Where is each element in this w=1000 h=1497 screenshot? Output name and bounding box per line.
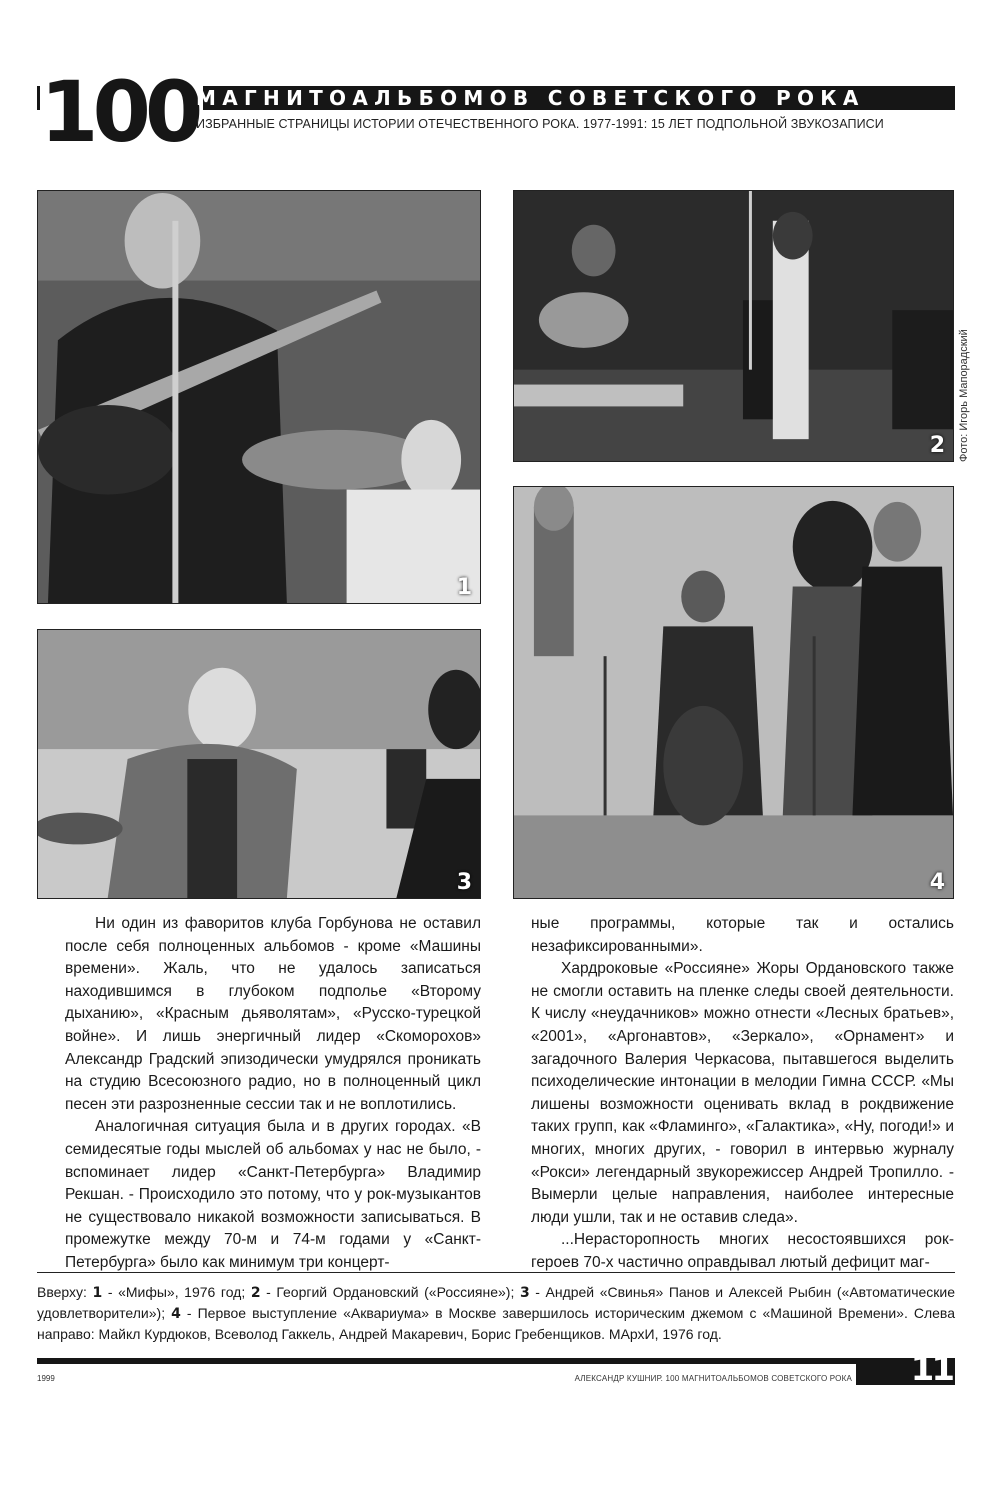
- caption-number-1: 1: [92, 1285, 103, 1301]
- article-paragraph-continued: ные программы, которые так и остались незафиксированными».: [531, 915, 954, 955]
- footer-rule: [37, 1358, 955, 1364]
- photo-4-number: 4: [929, 870, 945, 895]
- photo-1-image: [38, 191, 480, 603]
- caption-number-4: 4: [171, 1306, 181, 1322]
- header-number: 100: [40, 70, 203, 154]
- photo-3-image: [38, 630, 480, 898]
- article-paragraph: Ни один из фаворитов клуба Горбунова не оставил после себя полноценных альбомов - кроме «Машины времени». Жаль, что не удалось записаться находившимся в глубоком подполье «Второму дыханию», «Красным дьяволятам», «Русско-турецкой войне». И лишь энергичный лидер «Скоморохов» Александр Градский эпизодически умудрялся проникать на студию Всесоюзного радио, но в полноценный цикл песен эти разрозненные сессии так и не воплотились.: [65, 915, 481, 1113]
- article-paragraph: ...Нерасторопность многих несостоявшихся рок-героев 70-х частично оправдывал лютый дефицит маг-: [531, 1231, 954, 1271]
- caption-text-1: - «Мифы», 1976 год;: [102, 1284, 251, 1300]
- page-number: 11: [910, 1349, 952, 1389]
- photo-3-number: 3: [456, 870, 472, 895]
- article-right-column: [531, 913, 954, 1275]
- photo-2-number: 2: [929, 433, 945, 458]
- caption-number-3: 3: [519, 1285, 530, 1301]
- footer-running-title: АЛЕКСАНДР КУШНИР. 100 МАГНИТОАЛЬБОМОВ СОВЕТСКОГО РОКА: [574, 1374, 852, 1383]
- photo-caption: [37, 1282, 955, 1344]
- photo-3: [37, 629, 481, 899]
- photo-2-image: [514, 191, 953, 461]
- photo-credit: Фото: Игорь Мапорадский: [958, 329, 970, 462]
- photo-1-number: 1: [456, 575, 472, 600]
- header-title: МАГНИТОАЛЬБОМОВ СОВЕТСКОГО РОКА: [196, 87, 865, 109]
- caption-lead: Вверху:: [37, 1284, 87, 1300]
- article-left-column: [65, 913, 481, 1275]
- caption-text-4: - Первое выступление «Аквариума» в Москве завершилось историческим джемом с «Машиной Времени». Слева направо: Майкл Курдюков, Всеволод Гаккель, Андрей Макаревич, Борис Гребенщиков. МАрхИ, 1976 год.: [37, 1305, 955, 1342]
- photo-1: [37, 190, 481, 604]
- photo-4: [513, 486, 954, 899]
- caption-number-2: 2: [250, 1285, 261, 1301]
- article-paragraph: Аналогичная ситуация была и в других городах. «В семидесятые годы мыслей об альбомах у нас не было, - вспоминает лидер «Санкт-Петербурга» Владимир Рекшан. - Происходило это потому, что у рок-музыкантов не существовало никакой возможности записываться. В промежутке между 70-м и 74-м годами у «Санкт-Петербурга» было как минимум три концерт-: [65, 1118, 481, 1271]
- caption-text-3: - Андрей «Свинья» Панов и Алексей Рыбин («Автоматические удовлетворители»);: [37, 1284, 955, 1321]
- article-paragraph: Хардроковые «Россияне» Жоры Ордановского также не смогли оставить на пленке следы своей деятельности. К числу «неудачников» можно отнести «Лесных братьев», «2001», «Аргонавтов», «Зеркало», «Орнамент» и загадочного Валерия Черкасова, пытавшегося выделить психоделические интонации в мелодии Гимна СССР. «Мы лишены возможности оценивать вклад в рокдвижение таких групп, как «Фламинго», «Галактика», «Ну, погоди!» и многих, многих других, - говорил в интервью журналу «Рокси» легендарный звукорежиссер Андрей Тропилло. - Вымерли целые направления, наиболее интересные люди ушли, так и не оставив следа».: [531, 960, 954, 1226]
- header-subtitle: ИЗБРАННЫЕ СТРАНИЦЫ ИСТОРИИ ОТЕЧЕСТВЕННОГО РОКА. 1977-1991: 15 ЛЕТ ПОДПОЛЬНОЙ ЗВУКОЗАПИСИ: [196, 117, 884, 131]
- photo-2: [513, 190, 954, 462]
- footer-year: 1999: [37, 1374, 55, 1383]
- page-number-block: [856, 1349, 955, 1389]
- caption-rule: [37, 1272, 955, 1273]
- photo-4-image: [514, 487, 953, 898]
- caption-text-2: - Георгий Ордановский («Россияне»);: [260, 1284, 520, 1300]
